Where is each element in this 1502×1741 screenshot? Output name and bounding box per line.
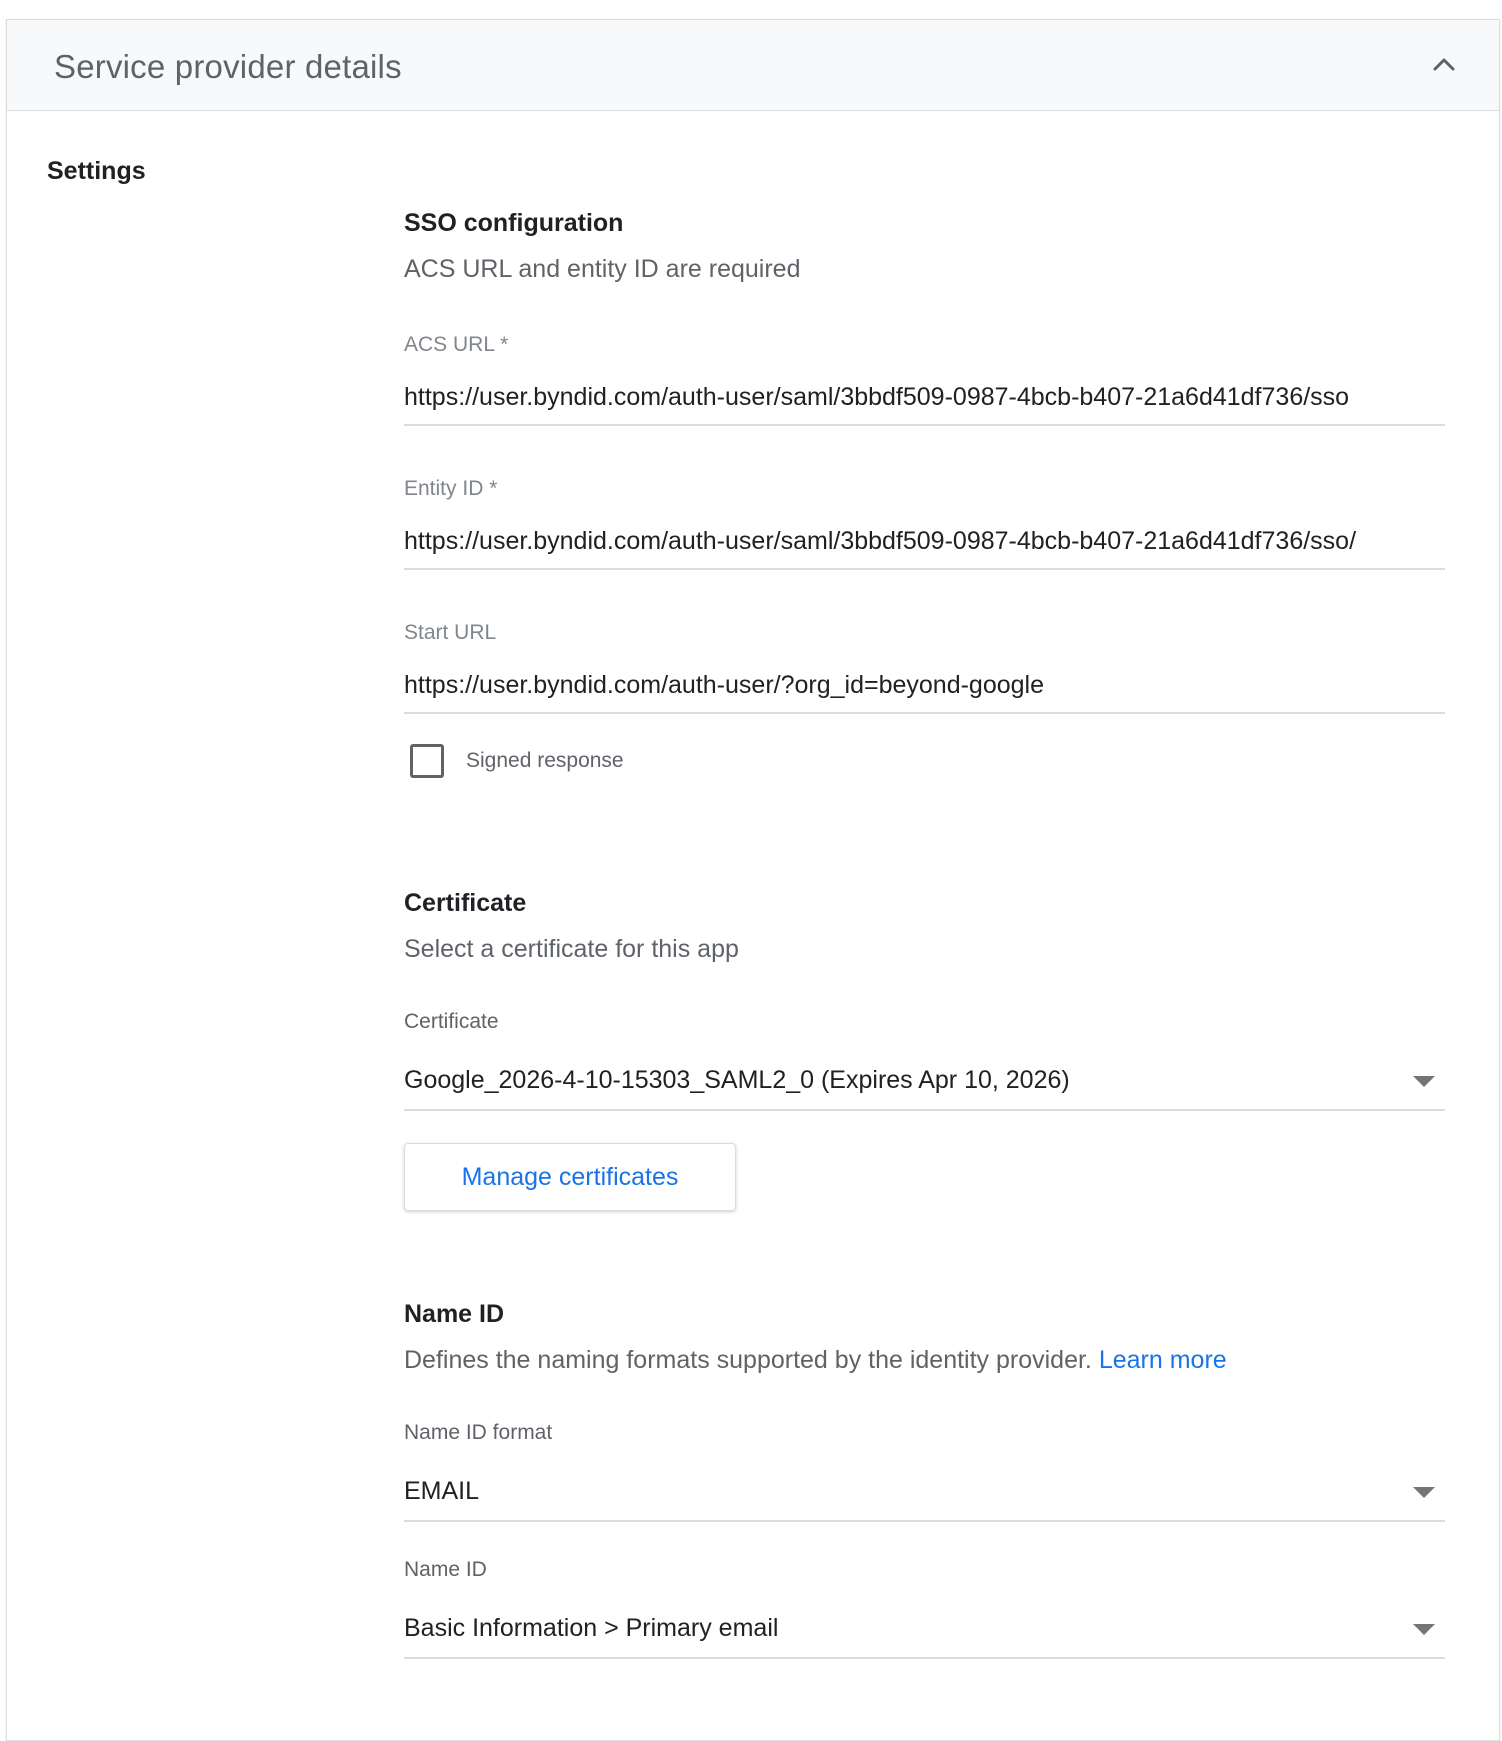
certificate-select-label: Certificate (404, 1010, 499, 1033)
acs-url-input[interactable] (404, 383, 1445, 426)
start-url-label: Start URL (404, 621, 497, 644)
name-id-format-value: EMAIL (404, 1477, 480, 1505)
name-id-format-select[interactable] (404, 1477, 1445, 1522)
dropdown-arrow-icon (1413, 1624, 1435, 1635)
settings-label: Settings (47, 157, 146, 185)
certificate-description: Select a certificate for this app (404, 935, 739, 963)
sso-configuration-title: SSO configuration (404, 209, 624, 237)
certificate-selected-value: Google_2026-4-10-15303_SAML2_0 (Expires Apr 10, 2026) (404, 1066, 1070, 1094)
manage-certificates-button[interactable]: Manage certificates (404, 1143, 736, 1211)
entity-id-input[interactable] (404, 527, 1445, 570)
start-url-field (404, 621, 1445, 714)
certificate-title: Certificate (404, 889, 527, 917)
dropdown-arrow-icon (1413, 1487, 1435, 1498)
name-id-description-text: Defines the naming formats supported by the identity provider. (404, 1346, 1092, 1374)
name-id-select[interactable] (404, 1614, 1445, 1659)
certificate-field (404, 1010, 1445, 1111)
name-id-format-field (404, 1421, 1445, 1522)
name-id-label: Name ID (404, 1558, 487, 1581)
acs-url-field (404, 333, 1445, 426)
sso-configuration-description: ACS URL and entity ID are required (404, 255, 801, 283)
panel-title: Service provider details (54, 48, 402, 85)
acs-url-label: ACS URL * (404, 333, 509, 356)
start-url-input[interactable] (404, 671, 1445, 714)
name-id-description (404, 1346, 1227, 1375)
certificate-select[interactable] (404, 1066, 1445, 1111)
panel-header[interactable] (7, 20, 1499, 111)
entity-id-field (404, 477, 1445, 570)
name-id-format-label: Name ID format (404, 1421, 553, 1444)
dropdown-arrow-icon (1413, 1076, 1435, 1087)
name-id-value: Basic Information > Primary email (404, 1614, 779, 1642)
signed-response-checkbox-row[interactable] (410, 744, 624, 778)
name-id-title: Name ID (404, 1300, 505, 1328)
signed-response-checkbox[interactable] (410, 744, 444, 778)
learn-more-link[interactable]: Learn more (1098, 1346, 1227, 1374)
name-id-field (404, 1558, 1445, 1659)
signed-response-label: Signed response (466, 749, 624, 772)
chevron-up-icon[interactable] (1427, 48, 1461, 82)
entity-id-label: Entity ID * (404, 477, 498, 500)
